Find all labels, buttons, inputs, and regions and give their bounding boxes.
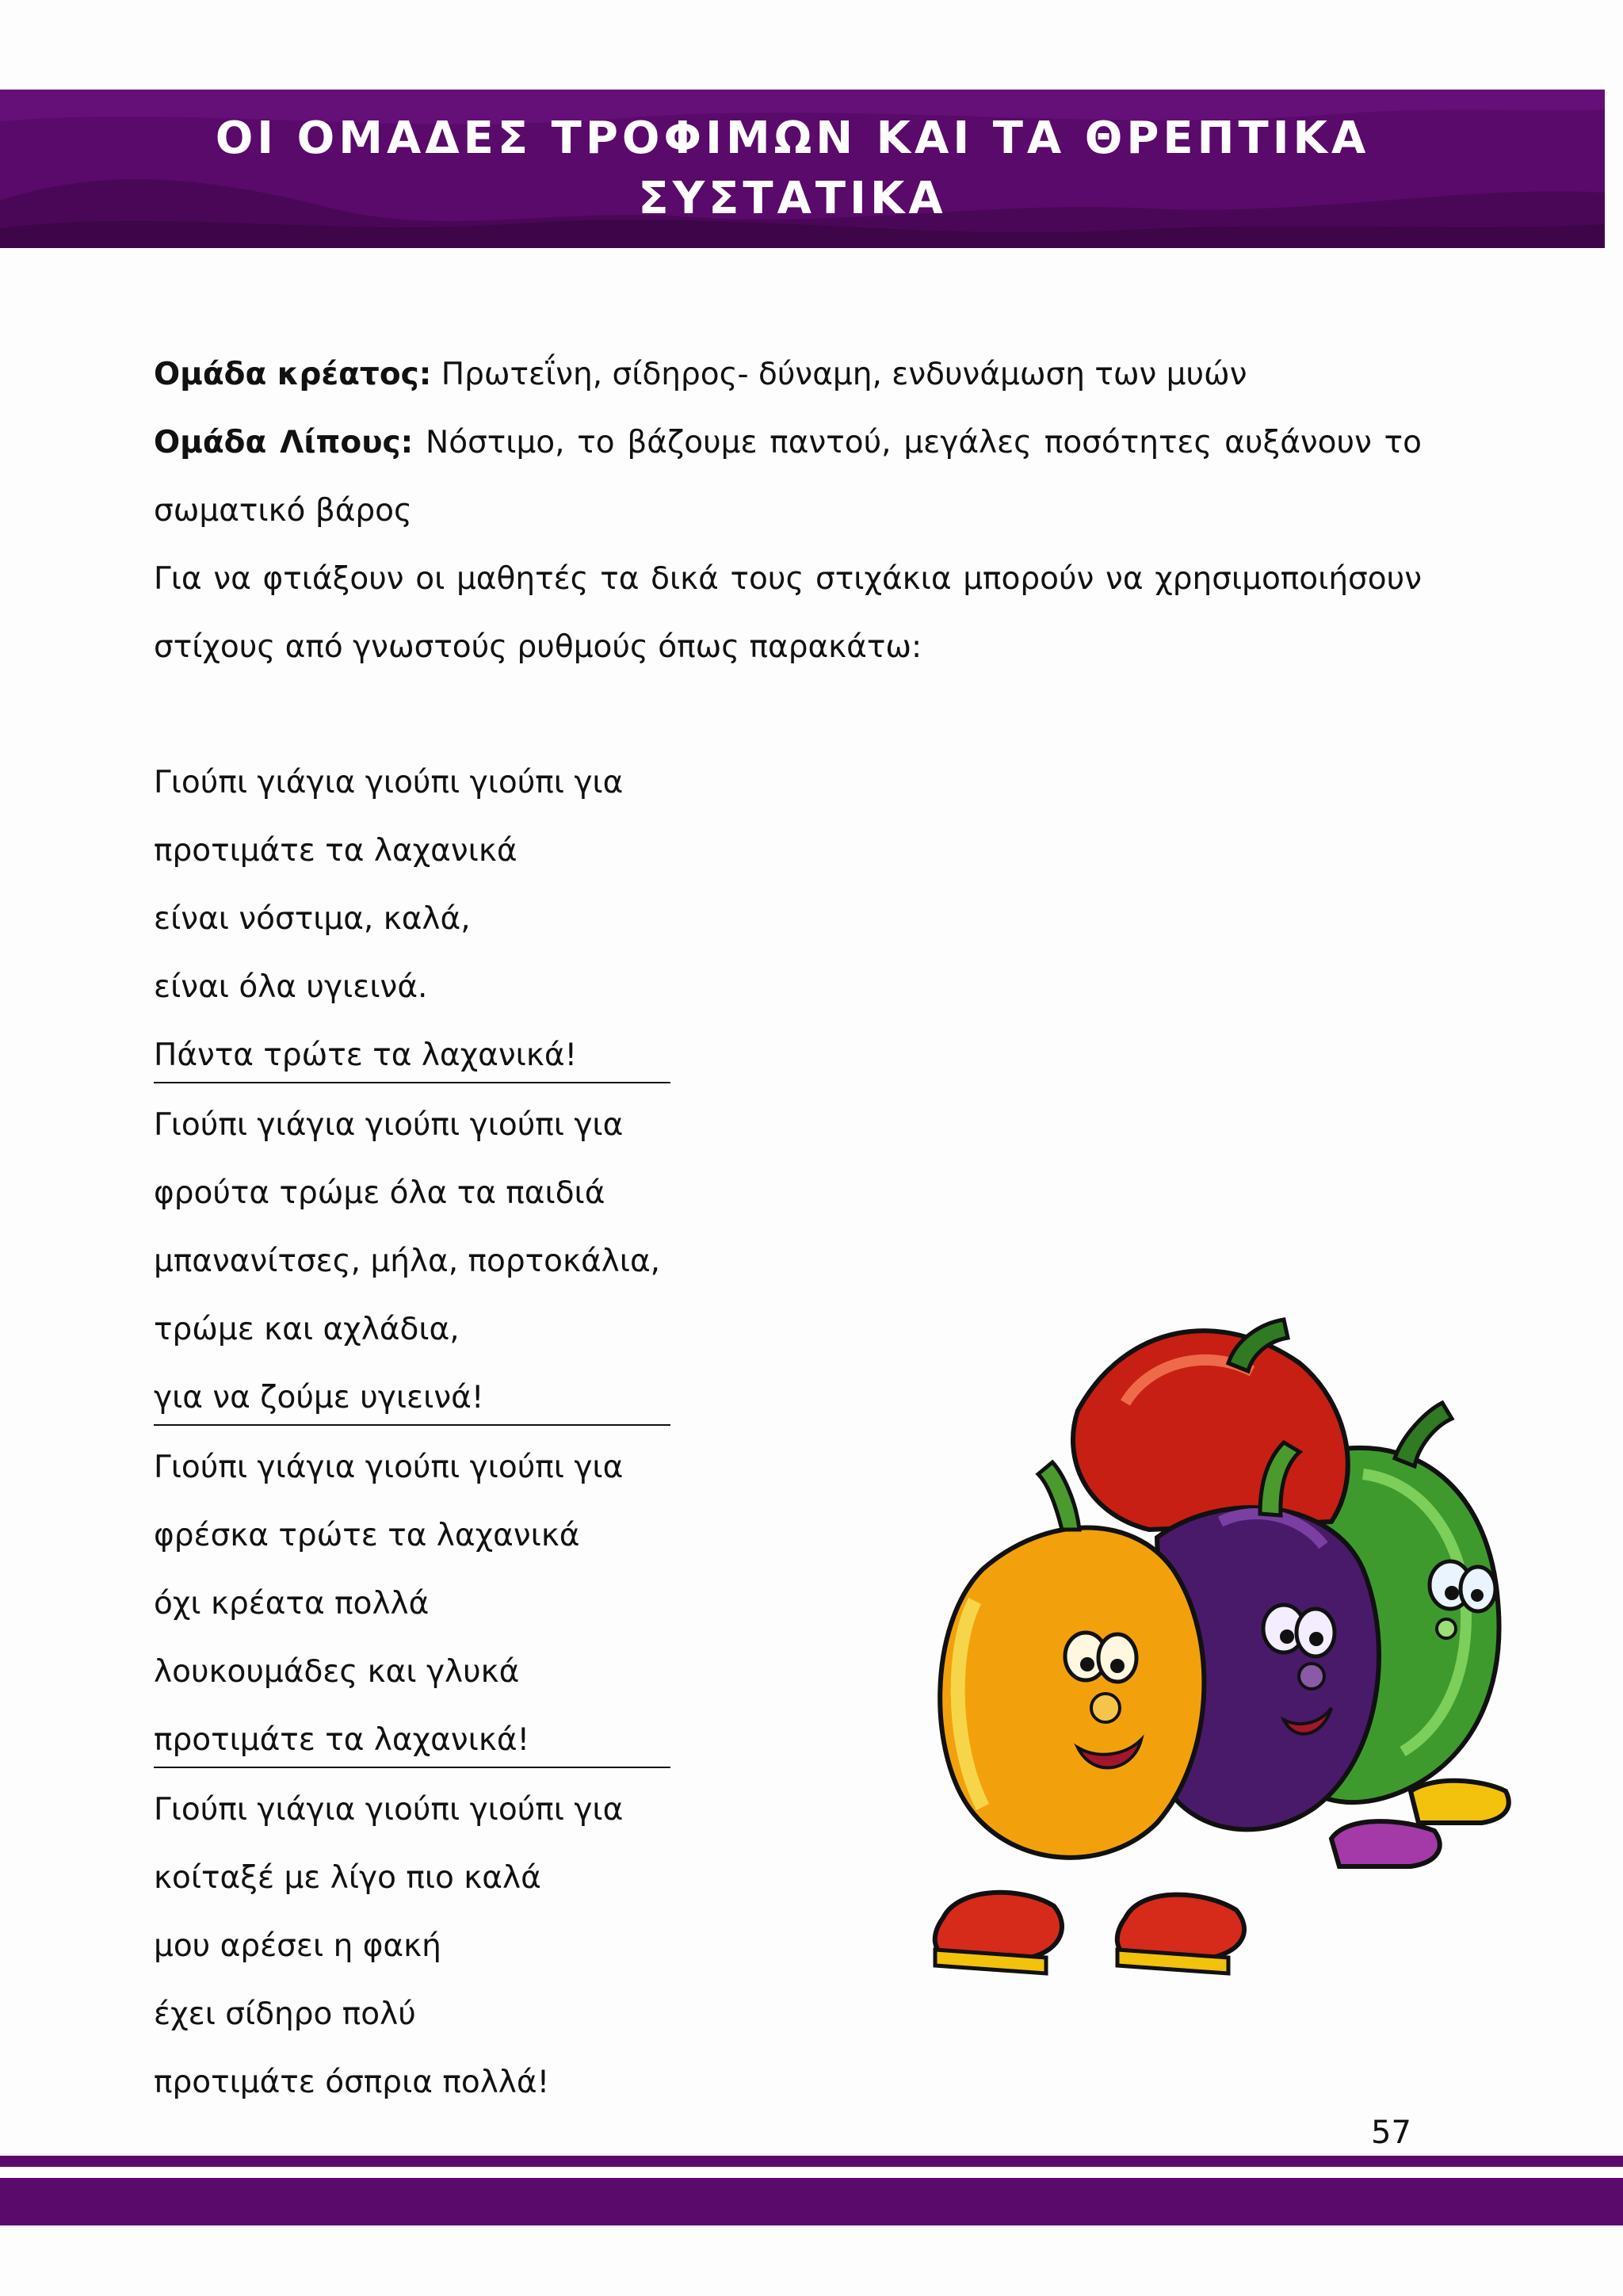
- meat-group-paragraph: [154, 341, 1422, 409]
- page-title-line-1: ΟΙ ΟΜΑΔΕΣ ΤΡΟΦΙΜΩΝ ΚΑΙ ΤΑ ΘΡΕΠΤΙΚΑ: [215, 113, 1370, 164]
- song-line: είναι νόστιμα, καλά,: [154, 901, 471, 937]
- page-title: [0, 90, 1585, 248]
- fat-group-label: Ομάδα Λίπους:: [154, 425, 414, 460]
- song-line: είναι όλα υγιεινά.: [154, 969, 428, 1005]
- peppers-cartoon-illustration: [888, 1316, 1553, 2005]
- song-line: Γιούπι γιάγια γιούπι γιούπι για: [154, 1107, 624, 1143]
- instruction-line-2: στίχους από γνωστούς ρυθμούς όπως παρακάτω:: [154, 629, 922, 665]
- fat-group-paragraph: [154, 409, 1422, 477]
- footer-band: [0, 2178, 1623, 2225]
- song-line: προτιμάτε όσπρια πολλά!: [154, 2065, 550, 2100]
- song-line: μπανανίτσες, μήλα, πορτοκάλια,: [154, 1244, 661, 1279]
- fat-group-text: Νόστιμο, το βάζουμε παντού, μεγάλες ποσότητες αυξάνουν το: [413, 425, 1423, 460]
- song-line: Γιούπι γιάγια γιούπι γιούπι για: [154, 765, 624, 800]
- song-line: φρέσκα τρώτε τα λαχανικά: [154, 1518, 580, 1553]
- meat-group-label: Ομάδα κρέατος:: [154, 357, 432, 392]
- song-line: Γιούπι γιάγια γιούπι γιούπι για: [154, 1450, 624, 1485]
- red-pepper-character: [1073, 1320, 1348, 1530]
- song-line: έχει σίδηρο πολύ: [154, 1996, 416, 2032]
- song-line: λουκουμάδες και γλυκά: [154, 1654, 520, 1690]
- fat-group-text-continued: σωματικό βάρος: [154, 493, 412, 529]
- song-lyrics: [154, 749, 677, 2117]
- song-line: μου αρέσει η φακή: [154, 1928, 441, 1964]
- song-line: τρώμε και αχλάδια,: [154, 1312, 460, 1347]
- page-title-line-2: ΣΥΣΤΑΤΙΚΑ: [638, 173, 947, 224]
- song-line: Γιούπι γιάγια γιούπι γιούπι για: [154, 1792, 624, 1828]
- title-banner: [0, 90, 1605, 248]
- song-line: για να ζούμε υγιεινά!: [154, 1380, 484, 1415]
- song-line: Πάντα τρώτε τα λαχανικά!: [154, 1037, 578, 1073]
- page-number: 57: [1371, 2115, 1411, 2151]
- song-line: προτιμάτε τα λαχανικά!: [154, 1722, 530, 1758]
- song-line: όχι κρέατα πολλά: [154, 1586, 430, 1622]
- song-line: κοίταξέ με λίγο πιο καλά: [154, 1860, 541, 1896]
- instruction-line-1: Για να φτιάξουν οι μαθητές τα δικά τους στιχάκια μπορούν να χρησιμοποιήσουν: [154, 561, 1422, 597]
- song-line: φρούτα τρώμε όλα τα παιδιά: [154, 1175, 605, 1211]
- meat-group-text: Πρωτεΐνη, σίδηρος- δύναμη, ενδυνάμωση των μυών: [431, 357, 1247, 392]
- footer-rule-thin: [0, 2156, 1623, 2167]
- intro-section: [154, 341, 1422, 682]
- song-line: προτιμάτε τα λαχανικά: [154, 833, 517, 869]
